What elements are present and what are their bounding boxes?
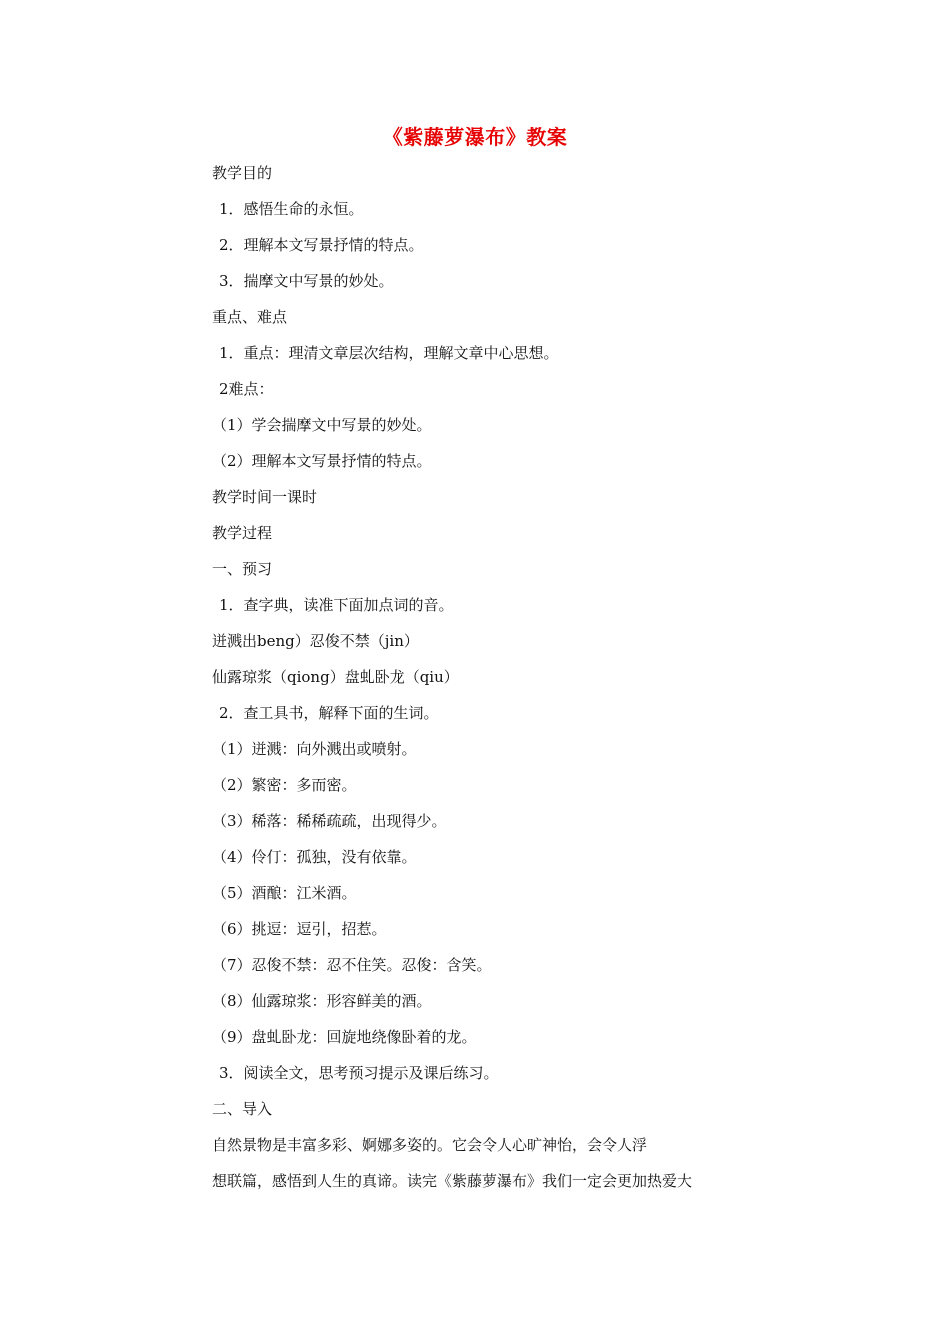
document-line: 3．揣摩文中写景的妙处。 — [219, 272, 394, 290]
document-line: 二、导入 — [212, 1100, 273, 1118]
document-line: 教学时间一课时 — [212, 488, 318, 506]
document-line: 1．感悟生命的永恒。 — [219, 200, 364, 218]
document-line: 自然景物是丰富多彩、婀娜多姿的。它会令人心旷神怡，会令人浮 — [212, 1136, 648, 1154]
document-line: （1）迸溅：向外溅出或喷射。 — [212, 740, 417, 758]
document-line: 2．查工具书，解释下面的生词。 — [219, 704, 439, 722]
document-line: 1．重点：理清文章层次结构，理解文章中心思想。 — [219, 344, 559, 362]
document-line: 想联篇，感悟到人生的真谛。读完《紫藤萝瀑布》我们一定会更加热爱大 — [212, 1172, 693, 1190]
document-line: 教学目的 — [212, 164, 273, 182]
document-line: （4）伶仃：孤独，没有依靠。 — [212, 848, 417, 866]
document-line: （6）挑逗：逗引，招惹。 — [212, 920, 387, 938]
document-line: （1）学会揣摩文中写景的妙处。 — [212, 416, 432, 434]
document-line: （5）酒酿：江米酒。 — [212, 884, 357, 902]
document-line: 3．阅读全文，思考预习提示及课后练习。 — [219, 1064, 499, 1082]
document-line: 2难点： — [219, 380, 274, 398]
document-line: （9）盘虬卧龙：回旋地绕像卧着的龙。 — [212, 1028, 477, 1046]
document-line: （3）稀落：稀稀疏疏，出现得少。 — [212, 812, 447, 830]
document-body — [212, 160, 772, 1204]
document-line: 重点、难点 — [212, 308, 288, 326]
document-line: 仙露琼浆（qiong）盘虬卧龙（qiu） — [212, 668, 459, 686]
document-line: （8）仙露琼浆：形容鲜美的酒。 — [212, 992, 432, 1010]
document-line: （2）理解本文写景抒情的特点。 — [212, 452, 432, 470]
document-line: 1．查字典，读准下面加点词的音。 — [219, 596, 454, 614]
document-line: 2．理解本文写景抒情的特点。 — [219, 236, 424, 254]
document-line: 一、预习 — [212, 560, 273, 578]
document-line: （2）繁密：多而密。 — [212, 776, 357, 794]
document-line: 迸溅出beng）忍俊不禁（jin） — [212, 632, 419, 650]
document-line: （7）忍俊不禁：忍不住笑。忍俊：含笑。 — [212, 956, 492, 974]
document-title: 《紫藤萝瀑布》教案 — [382, 125, 568, 149]
document-line: 教学过程 — [212, 524, 273, 542]
